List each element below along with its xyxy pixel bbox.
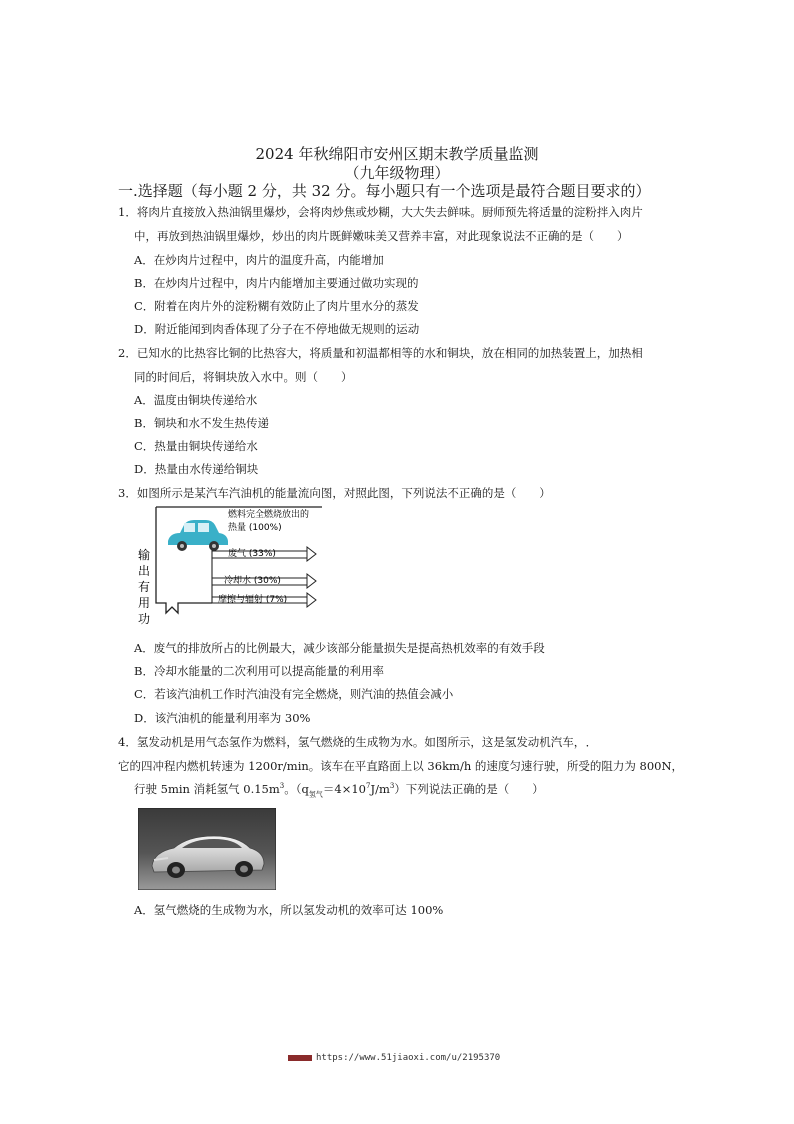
friction-label: 摩擦与辐射 (7%) <box>218 595 288 605</box>
q3-option-c: C．若该汽油机工作时汽油没有完全燃烧，则汽油的热值会减小 <box>134 687 454 701</box>
q2-option-a: A．温度由铜块传递给水 <box>134 393 258 407</box>
useful-char-3: 有 <box>138 580 151 594</box>
fuel-label-1: 燃料完全燃烧放出的 <box>228 510 310 520</box>
q2-option-d: D．热量由水传递给铜块 <box>134 462 259 476</box>
useful-char-4: 用 <box>138 596 151 610</box>
car-icon <box>168 520 228 551</box>
useful-char-1: 输 <box>138 548 151 562</box>
exam-subtitle: （九年级物理） <box>344 164 450 182</box>
useful-char-5: 功 <box>138 612 151 626</box>
q4-option-a: A．氢气燃烧的生成物为水，所以氢发动机的效率可达 100% <box>134 903 444 917</box>
section-heading: 一.选择题（每小题 2 分，共 32 分。每小题只有一个选项是最符合题目要求的） <box>118 182 651 200</box>
q3-option-d: D．该汽油机的能量利用率为 30% <box>134 711 311 725</box>
footer-url[interactable]: https://www.51jiaoxi.com/u/2195370 <box>316 1053 501 1063</box>
q3-option-a: A．废气的排放所占的比例最大，减少该部分能量损失是提高热机效率的有效手段 <box>134 641 545 655</box>
exhaust-label: 废气 (33%) <box>228 549 276 559</box>
exam-title: 2024 年秋绵阳市安州区期末教学质量监测 <box>255 145 539 163</box>
fuel-label-2: 热量 (100%) <box>228 523 282 533</box>
useful-char-2: 出 <box>138 564 151 578</box>
q1-option-d: D．附近能闻到肉香体现了分子在不停地做无规则的运动 <box>134 322 420 336</box>
q2-option-b: B．铜块和水不发生热传递 <box>134 416 269 430</box>
q1-option-c: C．附着在肉片外的淀粉糊有效防止了肉片里水分的蒸发 <box>134 299 419 313</box>
footer-watermark <box>288 1053 500 1063</box>
q1-option-a: A．在炒肉片过程中，肉片的温度升高，内能增加 <box>134 253 384 267</box>
q1-option-b: B．在炒肉片过程中，肉片内能增加主要通过做功实现的 <box>134 276 419 290</box>
q4-stem-line3: 行驶 5min 消耗氢气 $0.15m^3$。$(q_{氢气}=4\times 10^7J/m^3)$下列说法正确的是（ ） <box>134 782 544 799</box>
site-logo-icon <box>288 1055 312 1061</box>
q2-option-c: C．热量由铜块传递给水 <box>134 439 258 453</box>
q4-stem-line2: 它的四冲程内燃机转速为 1200r/min。该车在平直路面上以 36km/h 的速度匀速行驶，所受的阻力为 800N， <box>118 759 684 773</box>
friction-arrow <box>307 593 316 607</box>
q1-stem-line2: 中，再放到热油锅里爆炒，炒出的肉片既鲜嫩味美又营养丰富，对此现象说法不正确的是（ ） <box>134 229 629 243</box>
q1-stem-line1: 1．将肉片直接放入热油锅里爆炒，会将肉炒焦或炒糊，大大失去鲜味。厨师预先将适量的淀粉拌入肉片 <box>118 205 643 219</box>
exhaust-arrow <box>307 547 316 561</box>
cooling-arrow <box>307 574 316 588</box>
hydrogen-car-photo <box>138 808 276 890</box>
q3-stem: 3．如图所示是某汽车汽油机的能量流向图，对照此图，下列说法不正确的是（ ） <box>118 486 551 500</box>
q2-stem-line1: 2．已知水的比热容比铜的比热容大，将质量和初温都相等的水和铜块，放在相同的加热装置上，加热相 <box>118 346 643 360</box>
cooling-label: 冷却水 (30%) <box>224 576 281 586</box>
q3-option-b: B．冷却水能量的二次利用可以提高能量的利用率 <box>134 664 384 678</box>
q2-stem-line2: 同的时间后，将铜块放入水中。则（ ） <box>134 370 353 384</box>
energy-flow-diagram <box>132 503 332 633</box>
q4-stem-line1: 4．氢发动机是用气态氢作为燃料，氢气燃烧的生成物为水。如图所示，这是氢发动机汽车， ． <box>118 735 598 749</box>
